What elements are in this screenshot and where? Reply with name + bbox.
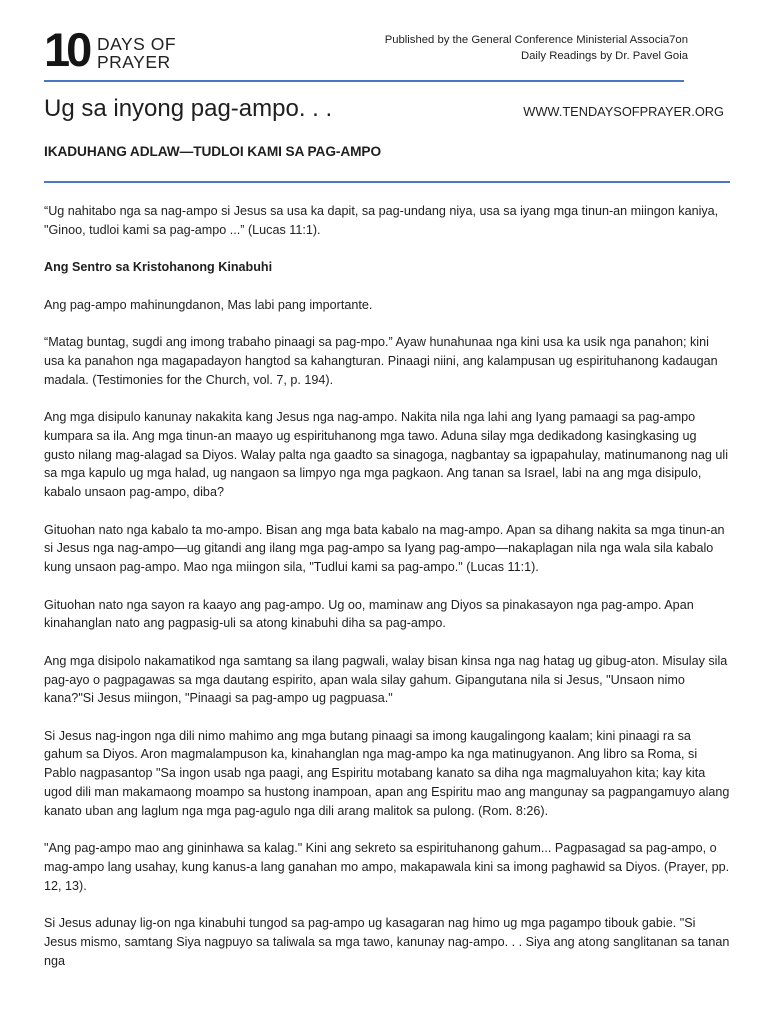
paragraph-6: Gituohan nato nga sayon ra kaayo ang pag-ampo. Ug oo, maminaw ang Diyos sa pinakasayon nga pag-ampo. Apan kinahanglan nato ang pagpasig-uli sa atong kinabuhi diha sa pag-ampo. <box>44 597 694 631</box>
logo-line-1: DAYS OF <box>97 34 177 54</box>
website-link[interactable]: WWW.TENDAYSOFPRAYER.ORG <box>523 104 724 119</box>
publisher-info <box>385 33 688 64</box>
paragraph-10: Si Jesus adunay lig-on nga kinabuhi tungod sa pag-ampo ug kasagaran nag himo ug mga pagampo tibouk gabie. "Si Jesus mismo, samtang Siya nagpuyo sa taliwala sa mga tawo, kanunay nag-ampo. . . Siya ang atong sanglitanan sa tanan nga <box>44 916 730 968</box>
paragraph-2: Ang pag-ampo mahinungdanon, Mas labi pang importante. <box>44 297 373 312</box>
section-divider <box>44 181 730 183</box>
header-divider <box>44 80 684 82</box>
paragraph-7: Ang mga disipolo nakamatikod nga samtang sa ilang pagwali, walay bisan kinsa nga nag hatag ug gibug-aton. Misulay sila pag-ayo o pagpagawas sa mga dautang espirito, apan wala silay gahum. Gipangutana nila si Jesus, "Unsaon nimo kana?"Si Jesus miingon, "Pinaagi sa pag-ampo ug pagpuasa." <box>44 653 728 706</box>
publisher-line-2: Daily Readings by Dr. Pavel Goia <box>520 49 688 62</box>
reading-body <box>44 202 730 989</box>
paragraph-9: "Ang pag-ampo mao ang gininhawa sa kalag." Kini ang sekreto sa espirituhanong gahum... Pagpasagad sa pag-ampo, o mag-ampo lang usahay, kung kanus-a lang ganahan mo ampo, makapawala kini sa imong paghawid sa Diyos. (Prayer, pp. 12, 13). <box>44 841 730 893</box>
logo-line-2: PRAYER <box>97 52 171 72</box>
paragraph-5: Gituohan nato nga kabalo ta mo-ampo. Bisan ang mga bata kabalo na mag-ampo. Apan sa dihang nakita sa mga tinun-an si Jesus nga nag-ampo—ug gitandi ang ilang mga pag-ampo sa Iyang pag-ampo—nakaplagan nila nga wala sila kabalo kung unsaon pag-ampo. Mao nga miingon sila, "Tudlui kami sa pag-ampo." (Lucas 11:1). <box>44 522 725 575</box>
paragraph-3: “Matag buntag, sugdi ang imong trabaho pinaagi sa pag-mpo.” Ayaw hunahunaa nga kini usa ka usik nga panahon; kini usa ka panahon nga magapadayon hangtod sa kahangturan. Pinaagi niini, ang kalampusan ug espirituhanong kadaugan madala. (Testimonies for the Church, vol. 7, p. 194). <box>44 334 718 387</box>
paragraph-1: “Ug nahitabo nga sa nag-ampo si Jesus sa usa ka dapit, sa pag-undang niya, usa sa iyang mga tinun-an miingon kaniya, "Ginoo, tudloi kami sa pag-ampo ...” (Lucas 11:1). <box>44 204 719 237</box>
logo-number: 10 <box>44 23 89 76</box>
paragraph-4: Ang mga disipulo kanunay nakakita kang Jesus nga nag-ampo. Nakita nila nga lahi ang Iyang pamaagi sa pag-ampo kumpara sa ila. Ang mga tinun-an maayo ug espirituhanong mga tawo. Aduna silay mga dedikadong kasingkasing ug gusto nilang mag-alagad sa Diyos. Walay palta nga gaadto sa sinagoga, nagbantay sa igpapahulay, matinumanong nag uli sa mga kapulo ug mga halad, ug nangaon sa limpyo nga mga pagkaon. Ang tanan sa Israel, labi na ang mga disipulo, kabalo unsaon pag-ampo, diba? <box>44 409 729 500</box>
publisher-line-1: Published by the General Conference Ministerial Associa7on <box>384 34 688 46</box>
page-title: Ug sa inyong pag-ampo. . . <box>44 95 333 122</box>
logo-wordmark <box>97 35 176 71</box>
paragraph-8: Si Jesus nag-ingon nga dili nimo mahimo ang mga butang pinaagi sa imong kaugalingong kaalam; kini pinaagi ra sa gahum sa Diyos. Aron magmalampuson ka, kinahanglan nga mag-ampo ka nga matinugyanon. Ang libro sa Roma, si Pablo nagpasantop "Sa ingon usab nga paagi, ang Espiritu motabang kanato sa diha nga magmaluyahon kita; kay kita ugod dili man makamaong moampo sa hustong inampoan, apan ang Espiritu mao ang mangunay sa pagpangamuyo alang kanato uban ang laglum nga mga pag-agulo nga dili arang malitok sa pulong. (Rom. 8:26). <box>44 728 730 818</box>
section-heading: Ang Sentro sa Kristohanong Kinabuhi <box>44 260 273 275</box>
day-heading: IKADUHANG ADLAW—TUDLOI KAMI SA PAG-AMPO <box>44 144 381 159</box>
